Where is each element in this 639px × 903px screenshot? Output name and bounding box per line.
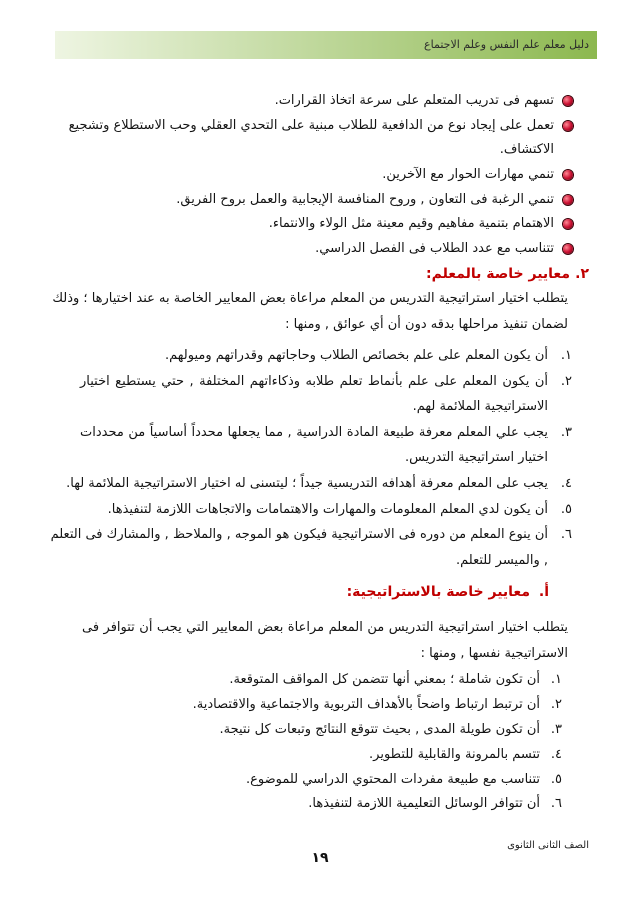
list-item-text: أن يكون لدي المعلم المعلومات والمهارات والاهتمامات والاتجاهات اللازمة لتنفيذها. bbox=[107, 502, 548, 517]
list-item-text: أن تتوافر الوسائل التعليمية اللازمة لتنفيذها. bbox=[308, 796, 540, 811]
list-item-text: أن يكون المعلم على علم بخصائص الطلاب وحاجاتهم وقدراتهم وميولهم. bbox=[165, 348, 548, 363]
bullet-icon bbox=[563, 195, 573, 205]
section-number: أ. bbox=[538, 584, 549, 600]
list-number: ١. bbox=[560, 348, 572, 363]
bullet-icon bbox=[563, 244, 573, 254]
paragraph-line: الاستراتيجية نفسها , ومنها : bbox=[420, 646, 568, 661]
bullet-icon bbox=[563, 219, 573, 229]
bullet-icon bbox=[563, 96, 573, 106]
paragraph-line: لضمان تنفيذ مراحلها بدقه دون أن أي عوائق , ومنها : bbox=[285, 317, 568, 332]
footer-grade-label: الصف الثانى الثانوى bbox=[507, 840, 589, 851]
list-item-text: أن تكون شاملة ؛ بمعني أنها تتضمن كل المواقف المتوقعة. bbox=[229, 672, 540, 687]
bullet-text: تعمل على إيجاد نوع من الدافعية للطلاب مبنية على التحدي العقلي وحب الاستطلاع وتشجيع bbox=[68, 118, 554, 133]
list-item-text: تتسم بالمرونة والقابلية للتطوير. bbox=[369, 747, 540, 762]
list-item-text: أن ترتبط ارتباط واضحاً بالأهداف التربوية والاجتماعية والاقتصادية. bbox=[192, 697, 540, 712]
bullet-text: تتناسب مع عدد الطلاب فى الفصل الدراسي. bbox=[315, 241, 554, 256]
list-item-text-continuation: , والميسر للتعلم. bbox=[455, 553, 548, 568]
list-item-text: أن يكون المعلم على علم بأنماط تعلم طلابه وذكاءاتهم المختلفة , حتي يستطيع اختيار bbox=[80, 374, 548, 389]
section-heading: معايير خاصة بالاستراتيجية: bbox=[346, 584, 530, 600]
bullet-icon bbox=[563, 170, 573, 180]
bullet-text: تنمي مهارات الحوار مع الآخرين. bbox=[382, 167, 554, 182]
bullet-text: الاهتمام بتنمية مفاهيم وقيم معينة مثل الولاء والانتماء. bbox=[268, 216, 554, 231]
bullet-text: تسهم فى تدريب المتعلم على سرعة اتخاذ القرارات. bbox=[274, 93, 554, 108]
list-number: ٤. bbox=[560, 476, 572, 491]
list-item-text: أن ينوع المعلم من دوره فى الاستراتيجية فيكون هو الموجه , والملاحظ , والمشارك فى التعلم bbox=[50, 527, 548, 542]
list-number: ٦. bbox=[550, 796, 562, 811]
paragraph-line: يتطلب اختيار استراتيجية التدريس من المعلم مراعاة بعض المعايير التي يجب أن تتوافر فى bbox=[82, 620, 568, 635]
list-number: ٣. bbox=[560, 425, 572, 440]
list-number: ٤. bbox=[550, 747, 562, 762]
list-number: ٥. bbox=[560, 502, 572, 517]
bullet-icon bbox=[563, 121, 573, 131]
list-number: ٥. bbox=[550, 772, 562, 787]
list-item-text-continuation: الاستراتيجية الملائمة لهم. bbox=[412, 399, 548, 414]
section-heading: معايير خاصة بالمعلم: bbox=[426, 266, 570, 282]
paragraph-line: يتطلب اختيار استراتيجية التدريس من المعلم مراعاة بعض المعايير الخاصة به عند اختيارها ؛ وذلك bbox=[52, 291, 568, 306]
bullet-text-continuation: الاكتشاف. bbox=[499, 142, 554, 157]
list-item-text: تتناسب مع طبيعة مفردات المحتوي الدراسي للموضوع. bbox=[246, 772, 540, 787]
list-item-text: أن تكون طويلة المدى , بحيث تتوقع النتائج وتبعات كل نتيجة. bbox=[219, 722, 540, 737]
bullet-text: تنمي الرغبة فى التعاون , وروح المنافسة الإيجابية والعمل بروح الفريق. bbox=[176, 192, 554, 207]
header-title: دليل معلم علم النفس وعلم الاجتماع bbox=[424, 38, 589, 51]
section-number: ٢. bbox=[575, 266, 589, 282]
list-item-text: يجب على المعلم معرفة أهدافه التدريسية جيداً ؛ ليتسنى له اختيار الاستراتيجية الملائمة لها. bbox=[66, 476, 548, 491]
list-number: ٦. bbox=[560, 527, 572, 542]
list-number: ٢. bbox=[560, 374, 572, 389]
list-number: ٣. bbox=[550, 722, 562, 737]
page-number: ١٩ bbox=[311, 850, 329, 866]
list-item-text: يجب علي المعلم معرفة طبيعة المادة الدراسية , مما يجعلها محدداً أساسياً من محددات bbox=[80, 425, 548, 440]
header-bar bbox=[55, 31, 597, 59]
list-number: ٢. bbox=[550, 697, 562, 712]
list-number: ١. bbox=[550, 672, 562, 687]
list-item-text-continuation: اختيار استراتيجية التدريس. bbox=[405, 450, 548, 465]
